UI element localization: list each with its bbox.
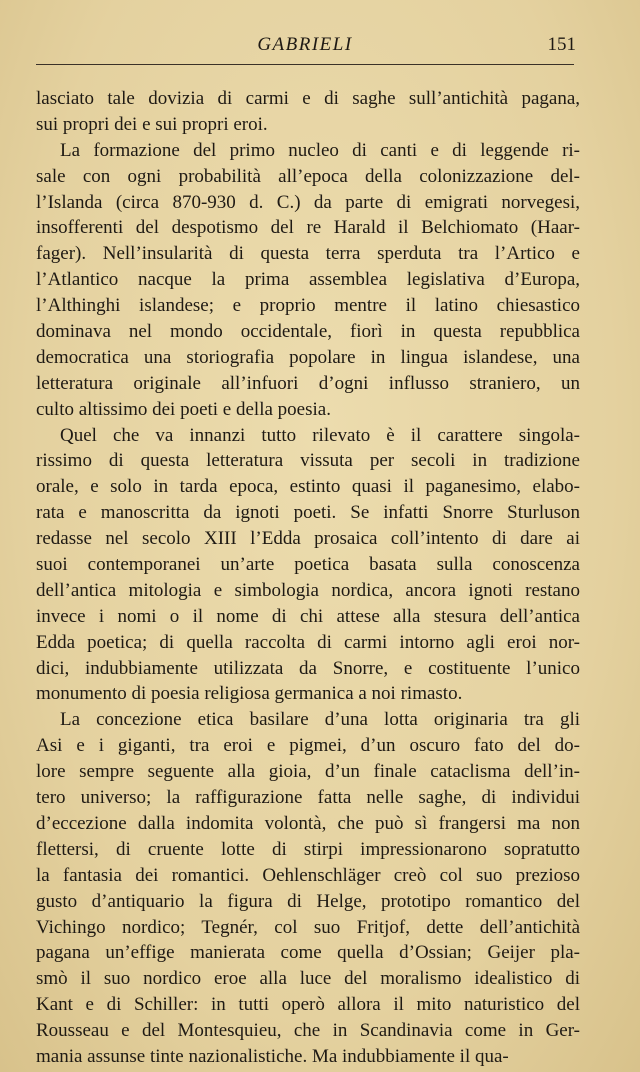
text-line: Asi e i giganti, tra eroi e pigmei, d’un oscuro fato del do-	[36, 735, 580, 757]
text-line: La concezione etica basilare d’una lotta originaria tra gli	[60, 709, 580, 731]
text-line: Vichingo nordico; Tegnér, col suo Fritjof, dette dell’antichità	[36, 916, 580, 938]
text-line: dell’antica mitologia e simbologia nordica, ancora ignoti restano	[36, 579, 580, 601]
text-line: monumento di poesia religiosa germanica a noi rimasto.	[36, 683, 463, 705]
text-line: dici, indubbiamente utilizzata da Snorre, e costituente l’unico	[36, 657, 580, 679]
text-line: sui propri dei e sui propri eroi.	[36, 113, 268, 135]
text-line: l’Atlantico nacque la prima assemblea legislativa d’Europa,	[36, 269, 580, 291]
text-line: rissimo di questa letteratura vissuta per secoli in tradizione	[36, 450, 580, 472]
text-line: l’Islanda (circa 870-930 d. C.) da parte di emigrati norvegesi,	[36, 191, 580, 213]
paragraph	[36, 138, 580, 423]
text-line: rata e manoscritta da ignoti poeti. Se infatti Snorre Sturluson	[36, 502, 580, 524]
text-line: redasse nel secolo XIII l’Edda prosaica coll’intento di dare ai	[36, 528, 580, 550]
text-line: dominava nel mondo occidentale, fiorì in questa repubblica	[36, 321, 580, 343]
text-line: culto altissimo dei poeti e della poesia.	[36, 398, 331, 420]
paragraph	[36, 707, 580, 1069]
running-title: GABRIELI	[257, 34, 353, 55]
text-line: insofferenti del despotismo del re Harald il Belchiomato (Haar-	[36, 217, 580, 239]
text-line: lore sempre seguente alla gioia, d’un finale cataclisma dell’in-	[36, 761, 580, 783]
paragraph	[36, 86, 580, 138]
text-line: Edda poetica; di quella raccolta di carmi intorno agli eroi nor-	[36, 631, 580, 653]
text-line: smò il suo nordico eroe alla luce del moralismo idealistico di	[36, 968, 580, 990]
text-line: mania assunse tinte nazionalistiche. Ma indubbiamente il qua-	[36, 1045, 509, 1067]
text-line: tero universo; la raffigurazione fatta nelle saghe, di individui	[36, 787, 580, 809]
running-header	[36, 30, 574, 65]
paragraph	[36, 423, 580, 708]
text-line: Rousseau e del Montesquieu, che in Scandinavia come in Ger-	[36, 1020, 580, 1042]
text-line: Kant e di Schiller: in tutti operò allora il mito naturistico del	[36, 994, 580, 1016]
text-line: letteratura originale all’infuori d’ogni influsso straniero, un	[36, 372, 580, 394]
text-line: la fantasia dei romantici. Oehlenschläger creò col suo prezioso	[36, 864, 580, 886]
text-line: invece i nomi o il nome di chi attese alla stesura dell’antica	[36, 605, 580, 627]
text-line: sale con ogni probabilità all’epoca della colonizzazione del-	[36, 165, 580, 187]
text-line: fager). Nell’insularità di questa terra sperduta tra l’Artico e	[36, 243, 580, 265]
text-line: l’Althinghi islandese; e proprio mentre il latino chiesastico	[36, 295, 580, 317]
text-line: d’eccezione dalla indomita volontà, che può sì frangersi ma non	[36, 812, 580, 834]
page-number: 151	[547, 34, 576, 55]
text-line: flettersi, di cruente lotte di stirpi impressionarono sopratutto	[36, 838, 580, 860]
text-line: pagana un’effige manierata come quella d’Ossian; Geijer pla-	[36, 942, 580, 964]
text-line: gusto d’antiquario la figura di Helge, prototipo romantico del	[36, 890, 580, 912]
text-line: lasciato tale dovizia di carmi e di saghe sull’antichità pagana,	[36, 88, 580, 109]
text-line: suoi contemporanei un’arte poetica basata sulla conoscenza	[36, 554, 580, 576]
text-line: orale, e solo in tarda epoca, estinto quasi il paganesimo, elabo-	[36, 476, 580, 498]
text-line: Quel che va innanzi tutto rilevato è il carattere singola-	[60, 424, 580, 446]
text-line: La formazione del primo nucleo di canti e di leggende ri-	[60, 139, 580, 161]
body-text	[36, 86, 580, 1070]
text-line: democratica una storiografia popolare in lingua islandese, una	[36, 346, 580, 368]
